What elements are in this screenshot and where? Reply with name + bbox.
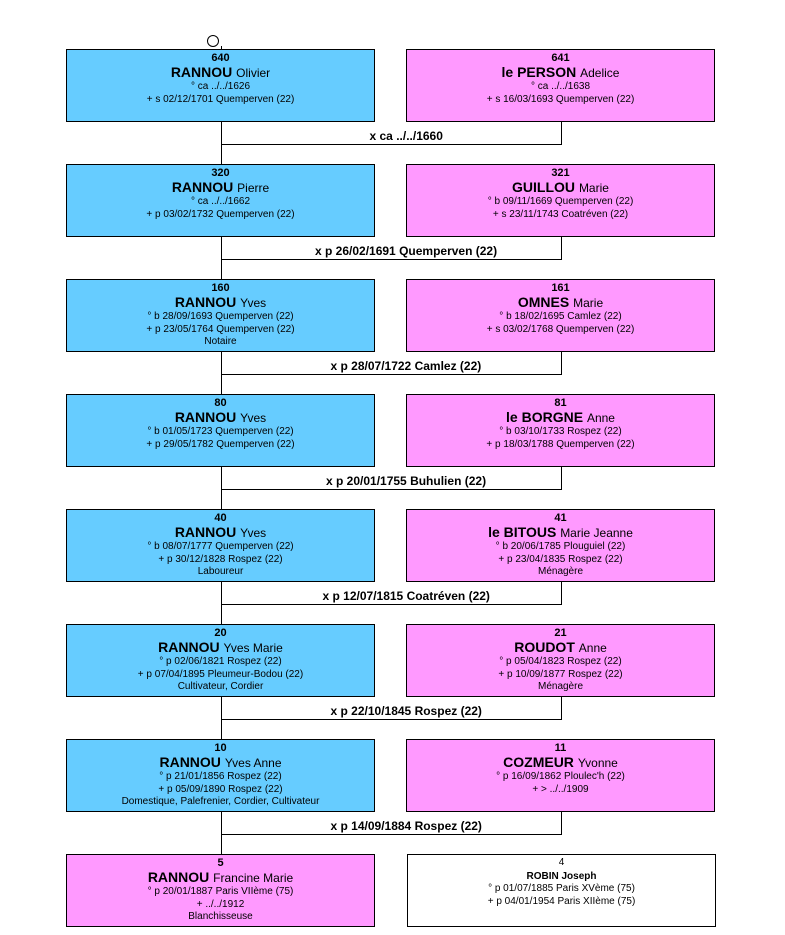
descent-line xyxy=(221,697,222,739)
sosa-number: 21 xyxy=(554,627,567,639)
surname: RANNOU xyxy=(171,179,234,195)
event-line: + p 05/09/1890 Rospez (22) xyxy=(158,783,283,795)
descent-line xyxy=(221,352,222,394)
marriage-label: x p 12/07/1815 Coatréven (22) xyxy=(322,589,490,603)
surname: RANNOU xyxy=(159,754,221,770)
event-line: + s 03/02/1768 Quemperven (22) xyxy=(486,323,635,335)
sosa-number: 20 xyxy=(214,627,227,639)
sosa-number: 640 xyxy=(211,52,230,64)
event-line: + p 30/12/1828 Rospez (22) xyxy=(158,553,283,565)
event-line: ° p 05/04/1823 Rospez (22) xyxy=(499,656,622,667)
sosa-number: 5 xyxy=(217,857,224,869)
surname: RANNOU xyxy=(170,64,233,80)
event-line: + p 07/04/1895 Pleumeur-Bodou (22) xyxy=(137,668,304,680)
event-line: ° p 02/06/1821 Rospez (22) xyxy=(159,656,282,667)
marriage-line xyxy=(221,834,562,835)
event-line: + p 18/03/1788 Quemperven (22) xyxy=(486,438,635,450)
event-line: ° b 20/06/1785 Plouguiel (22) xyxy=(495,541,626,552)
event-line: + p 10/09/1877 Rospez (22) xyxy=(498,668,623,680)
sosa-number: 40 xyxy=(214,512,227,524)
marriage-label: x p 22/10/1845 Rospez (22) xyxy=(330,704,482,718)
event-line: ° b 18/02/1695 Camlez (22) xyxy=(499,311,622,322)
given-name: Yvonne xyxy=(577,756,618,770)
wife-connector xyxy=(561,352,562,375)
event-line: ° b 09/11/1669 Quemperven (22) xyxy=(487,196,634,207)
event-line: Notaire xyxy=(204,336,237,347)
person-name xyxy=(67,65,374,81)
wife-connector xyxy=(561,122,562,145)
given-name: Yves xyxy=(240,411,267,425)
descent-line xyxy=(221,812,222,854)
wife-box[interactable] xyxy=(406,49,715,122)
given-name: Yves Marie xyxy=(223,641,283,655)
marriage-line xyxy=(221,719,562,720)
person-name xyxy=(407,525,714,541)
descent-line xyxy=(221,582,222,624)
event-line: + > ../../1909 xyxy=(532,783,589,795)
marriage-label: x p 28/07/1722 Camlez (22) xyxy=(330,359,482,373)
given-name: Yves xyxy=(240,526,267,540)
sosa-number: 41 xyxy=(554,512,567,524)
marriage-line xyxy=(221,259,562,260)
event-line: Blanchisseuse xyxy=(188,911,253,922)
event-line: ° b 28/09/1693 Quemperven (22) xyxy=(147,311,294,322)
surname: le BORGNE xyxy=(506,409,584,425)
given-name: Anne xyxy=(578,641,607,655)
person-name xyxy=(67,410,374,426)
person-name xyxy=(67,640,374,656)
marriage-line xyxy=(221,489,562,490)
wife-connector xyxy=(561,467,562,490)
wife-connector xyxy=(561,237,562,260)
event-line: + p 29/05/1782 Quemperven (22) xyxy=(146,438,295,450)
event-line: + p 23/05/1764 Quemperven (22) xyxy=(146,323,295,335)
sosa-number: 641 xyxy=(551,52,570,64)
event-line: ° p 01/07/1885 Paris XVème (75) xyxy=(488,883,635,894)
given-name: Anne xyxy=(586,411,615,425)
wife-box[interactable] xyxy=(406,739,715,812)
wife-box[interactable] xyxy=(406,624,715,697)
person-name xyxy=(407,295,714,311)
surname: le PERSON xyxy=(501,64,577,80)
person-name xyxy=(407,180,714,196)
husband-box[interactable] xyxy=(66,49,375,122)
surname: le BITOUS xyxy=(488,524,557,540)
surname: RANNOU xyxy=(158,639,220,655)
marriage-line xyxy=(221,374,562,375)
given-name: Joseph xyxy=(561,871,597,882)
marriage-label: x p 20/01/1755 Buhulien (22) xyxy=(326,474,487,488)
event-line: ° ca ../../1662 xyxy=(190,196,251,207)
event-line: Domestique, Palefrenier, Cordier, Cultivateur xyxy=(121,796,320,807)
sosa-number: 10 xyxy=(214,742,227,754)
sosa-number: 320 xyxy=(211,167,230,179)
sosa-number: 321 xyxy=(551,167,570,179)
person-name xyxy=(67,755,374,771)
surname: RANNOU xyxy=(174,294,237,310)
wife-box[interactable] xyxy=(406,394,715,467)
event-line: + p 03/02/1732 Quemperven (22) xyxy=(146,208,295,220)
given-name: Marie Jeanne xyxy=(560,526,633,540)
descent-line xyxy=(221,467,222,509)
surname: ROBIN xyxy=(526,871,559,882)
surname: OMNES xyxy=(517,294,570,310)
event-line: Ménagère xyxy=(537,566,584,577)
marriage-line xyxy=(221,604,562,605)
event-line: + ../../1912 xyxy=(196,898,245,910)
person-name xyxy=(407,640,714,656)
person-name xyxy=(67,295,374,311)
event-line: Ménagère xyxy=(537,681,584,692)
wife-box[interactable] xyxy=(406,279,715,352)
husband-box[interactable] xyxy=(66,509,375,582)
spouse-box[interactable] xyxy=(407,854,716,927)
root-marker-icon xyxy=(207,35,219,47)
event-line: + s 02/12/1701 Quemperven (22) xyxy=(146,93,295,105)
given-name: Pierre xyxy=(237,181,270,195)
given-name: Marie xyxy=(573,296,604,310)
event-line: ° p 16/09/1862 Ploulec'h (22) xyxy=(496,771,625,782)
event-line: Cultivateur, Cordier xyxy=(177,681,264,692)
sosa-number: 80 xyxy=(214,397,227,409)
event-line: + s 16/03/1693 Quemperven (22) xyxy=(486,93,635,105)
given-name: Francine Marie xyxy=(213,871,294,885)
descent-line xyxy=(221,122,222,164)
surname: COZMEUR xyxy=(503,754,574,770)
marriage-label: x p 26/02/1691 Quemperven (22) xyxy=(315,244,498,258)
person-name xyxy=(407,65,714,81)
event-line: ° p 21/01/1856 Rospez (22) xyxy=(159,771,282,782)
event-line: ° ca ../../1638 xyxy=(530,81,591,92)
wife-box[interactable] xyxy=(406,509,715,582)
sosa-number: 81 xyxy=(554,397,567,409)
sosa-number: 161 xyxy=(551,282,570,294)
given-name: Yves xyxy=(240,296,267,310)
event-line: ° b 08/07/1777 Quemperven (22) xyxy=(147,541,294,552)
husband-box[interactable] xyxy=(66,624,375,697)
wife-box[interactable] xyxy=(406,164,715,237)
surname: RANNOU xyxy=(147,869,210,885)
wife-connector xyxy=(561,697,562,720)
given-name: Marie xyxy=(578,181,609,195)
subject-box[interactable] xyxy=(66,854,375,927)
event-line: + p 23/04/1835 Rospez (22) xyxy=(498,553,623,565)
given-name: Olivier xyxy=(236,66,271,80)
descent-line xyxy=(221,237,222,279)
person-name xyxy=(407,410,714,426)
husband-box[interactable] xyxy=(66,739,375,812)
surname: ROUDOT xyxy=(514,639,575,655)
person-name xyxy=(67,180,374,196)
person-name xyxy=(408,870,715,883)
event-line: ° ca ../../1626 xyxy=(190,81,251,92)
event-line: ° b 01/05/1723 Quemperven (22) xyxy=(147,426,294,437)
husband-box[interactable] xyxy=(66,394,375,467)
marriage-label: x p 14/09/1884 Rospez (22) xyxy=(330,819,482,833)
event-line: ° p 20/01/1887 Paris VIIème (75) xyxy=(147,886,294,897)
surname: GUILLOU xyxy=(512,179,576,195)
event-line: ° b 03/10/1733 Rospez (22) xyxy=(499,426,622,437)
given-name: Adelice xyxy=(580,66,620,80)
sosa-number: 11 xyxy=(554,742,567,754)
given-name: Yves Anne xyxy=(224,756,282,770)
husband-box[interactable] xyxy=(66,279,375,352)
person-name xyxy=(67,870,374,886)
sosa-number: 160 xyxy=(211,282,230,294)
person-name xyxy=(67,525,374,541)
surname: RANNOU xyxy=(174,409,237,425)
surname: RANNOU xyxy=(174,524,237,540)
sosa-number: 4 xyxy=(558,857,565,868)
event-line: Laboureur xyxy=(197,566,244,577)
person-name xyxy=(407,755,714,771)
event-line: + p 04/01/1954 Paris XIIème (75) xyxy=(487,895,636,907)
wife-connector xyxy=(561,812,562,835)
husband-box[interactable] xyxy=(66,164,375,237)
wife-connector xyxy=(561,582,562,605)
marriage-line xyxy=(221,144,562,145)
event-line: + s 23/11/1743 Coatréven (22) xyxy=(492,208,629,220)
marriage-label: x ca ../../1660 xyxy=(369,129,443,143)
